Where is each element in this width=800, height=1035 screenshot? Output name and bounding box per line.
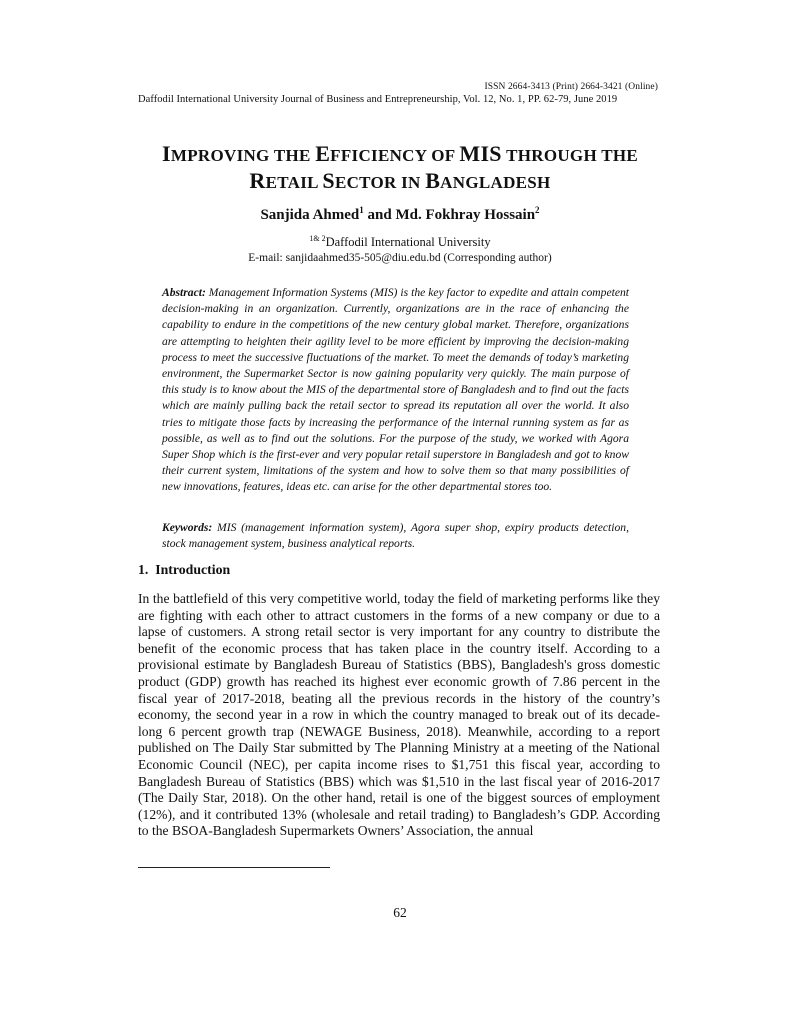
page-number: 62 <box>393 905 407 920</box>
keywords-text: MIS (management information system), Agora super shop, expiry products detection, stock management system, business analytical reports. <box>162 521 629 551</box>
title-line-2 <box>0 168 800 195</box>
title-cap: R <box>249 168 266 193</box>
abstract-text: Management Information Systems (MIS) is the key factor to expedite and attain competent decision-making in an organization. Currently, organizations are in the race of enhancing the capability to endure in the competitions of the new century global market. Therefore, organizations are attempting to heighten their agility level to be more efficient by improving the decision-making process to meet the successive fluctuations of the market. To meet the demands of today’s marketing environment, the Supermarket Sector is now gaining popularity very quickly. The main purpose of this study is to know about the MIS of the departmental store of Bangladesh and to find out the facts which are mainly pulling back the retail sector to spread its reputation all over the world. It also tries to mitigate those facts by increasing the performance of the internal running system as far as possible, as well as to find out the solutions. For the purpose of the study, we worked with Agora Super Shop which is the first-ever and very popular retail superstore in Bangladesh and got to know their current system, limitations of the system and how to solve them so that many possibilities of new innovations, features, ideas etc. can arise for the other departmental stores too. <box>162 286 629 494</box>
affiliation-mark: 1& 2 <box>309 234 326 243</box>
keywords <box>162 520 629 552</box>
intro-paragraph: In the battlefield of this very competitive world, today the field of marketing performs like they are fighting with each other to attract customers in the forms of a new company or due to a lapse of customers. A strong retail sector is very important for any country to distribute the benefit of the economic process that has taken place in the country itself. According to a provisional estimate by Bangladesh Bureau of Statistics (BBS), Bangladesh's gross domestic product (GDP) growth has reached its highest ever economic growth of 7.86 percent in the fiscal year of 2017-2018, beating all the previous records in the history of the country’s economy, the second year in a row in which the country managed to break out of its decade-long 6 percent growth trap (NEWAGE Business, 2018). Meanwhile, according to a report published on The Daily Star submitted by The Planning Ministry at a meeting of the National Economic Council (NEC), per capita income rises to $1,751 this fiscal year, according to Bangladesh Bureau of Statistics (BBS) which was $1,510 in the last fiscal year of 2016-2017 (The Daily Star, 2018). On the other hand, retail is one of the biggest sources of employment (12%), and it contributed 13% (wholesale and retail trading) to Bangladesh’s GDP. According to the BSOA-Bangladesh Supermarkets Owners’ Association, the annual <box>138 591 660 839</box>
author-list <box>0 205 800 224</box>
author-affiliation-mark: 1 <box>359 205 364 215</box>
author-name: Sanjida Ahmed <box>260 207 360 223</box>
author-name: Md. Fokhray Hossain <box>395 207 536 223</box>
title-text: ANGLADESH <box>440 173 551 192</box>
author-affiliation-mark: 2 <box>535 205 540 215</box>
affiliation-name: Daffodil International University <box>325 235 491 250</box>
section-number: 1. <box>138 562 149 577</box>
title-text: MPROVING THE <box>170 146 316 165</box>
title-cap: MIS <box>459 141 502 166</box>
title-cap: I <box>161 141 171 166</box>
keywords-label: Keywords: <box>162 521 213 534</box>
title-cap: E <box>315 141 331 166</box>
title-line-1 <box>0 141 800 168</box>
title-text: THROUGH THE <box>501 146 639 165</box>
title-text: ETAIL <box>265 173 323 192</box>
footnote-divider <box>138 867 330 868</box>
issn-line: ISSN 2664-3413 (Print) 2664-3421 (Online) <box>484 82 658 92</box>
title-text: FFICIENCY OF <box>330 146 460 165</box>
affiliation <box>0 234 800 250</box>
title-cap: S <box>322 168 335 193</box>
author-connector: and <box>363 207 396 223</box>
abstract <box>162 285 629 496</box>
corresponding-email: E-mail: sanjidaahmed35-505@diu.edu.bd (Corresponding author) <box>248 252 552 264</box>
title-cap: B <box>425 168 441 193</box>
section-heading <box>138 562 230 578</box>
title-text: ECTOR IN <box>334 173 426 192</box>
section-title: Introduction <box>155 562 231 577</box>
abstract-label: Abstract: <box>162 286 206 299</box>
paper-title <box>0 141 800 195</box>
journal-citation: Daffodil International University Journal of Business and Entrepreneurship, Vol. 12, No. 1, PP. 62-79, June 2019 <box>138 94 618 105</box>
